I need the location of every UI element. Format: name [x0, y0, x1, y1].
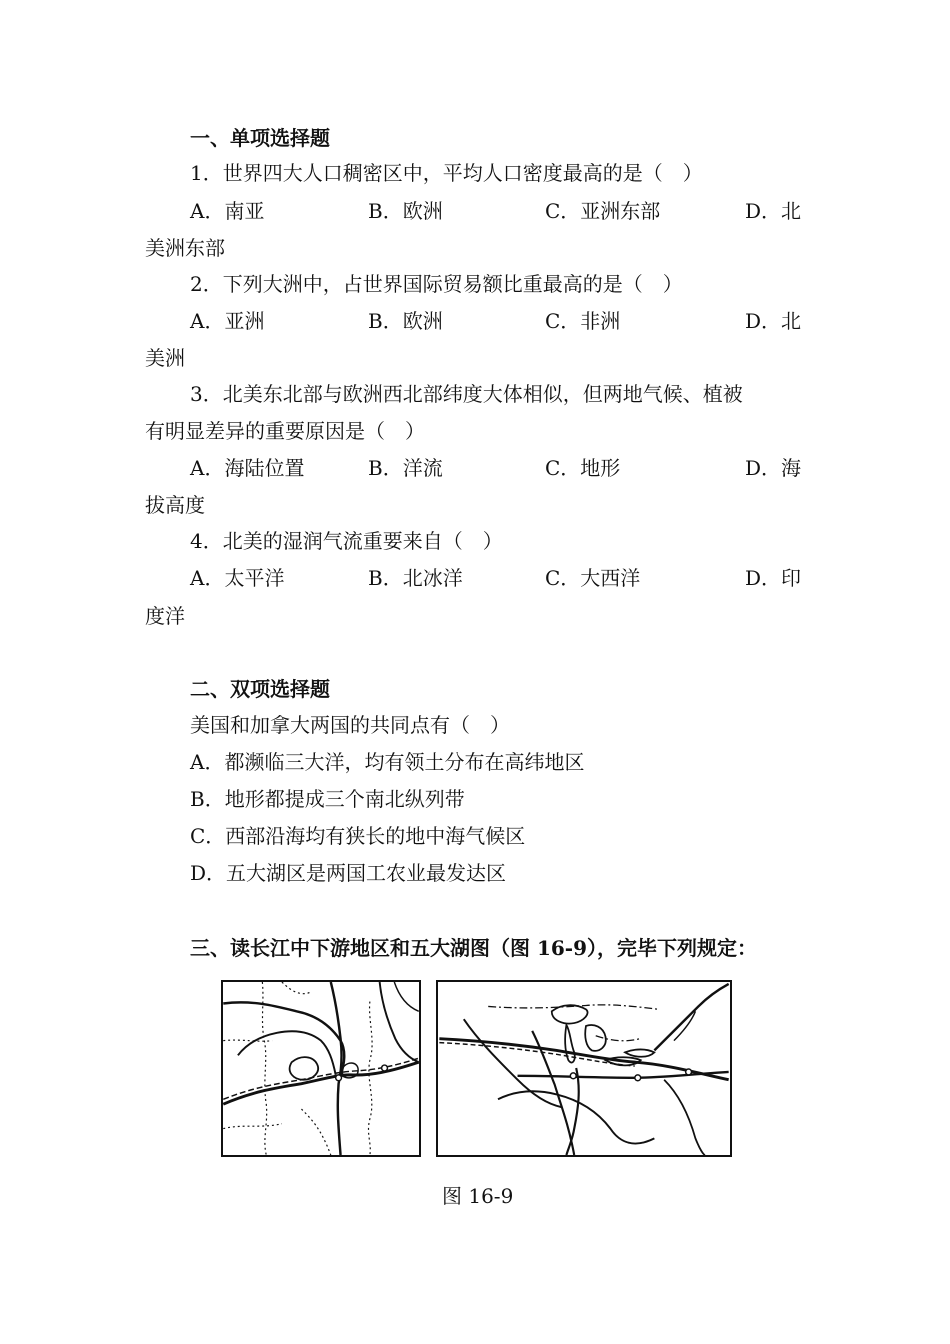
- q3-option-a: A．海陆位置: [190, 456, 305, 480]
- section2-option-d: D．五大湖区是两国工农业最发达区: [190, 861, 507, 885]
- q3-stem: 3．北美东北部与欧洲西北部纬度大体相似，但两地气候、植被: [190, 382, 743, 406]
- q4-option-d-wrap: 度洋: [145, 604, 185, 628]
- q3-option-b: B．洋流: [368, 456, 443, 480]
- q1-option-c: C．亚洲东部: [545, 199, 661, 223]
- q2-option-d: D．北: [745, 309, 802, 333]
- q2-option-c: C．非洲: [545, 309, 621, 333]
- section2-option-a: A．都濒临三大洋，均有领土分布在高纬地区: [190, 750, 585, 774]
- q3-stem-continued: 有明显差异的重要原因是（ ）: [145, 419, 425, 443]
- q3-option-d-wrap: 拔高度: [145, 493, 205, 517]
- q4-option-a: A．太平洋: [190, 566, 285, 590]
- section3-heading: 三、读长江中下游地区和五大湖图（图 16-9），完毕下列规定：: [190, 936, 758, 960]
- q1-option-d: D．北: [745, 199, 802, 223]
- q1-option-a: A．南亚: [190, 199, 265, 223]
- q2-option-b: B．欧洲: [368, 309, 443, 333]
- q3-option-c: C．地形: [545, 456, 621, 480]
- section1-heading: 一、单项选择题: [190, 126, 330, 150]
- q4-stem: 4．北美的湿润气流重要来自（ ）: [190, 529, 503, 553]
- great-lakes-map-drawing: [438, 982, 730, 1155]
- section2-stem: 美国和加拿大两国的共同点有（ ）: [190, 713, 510, 737]
- section2-heading: 二、双项选择题: [190, 677, 330, 701]
- q4-option-b: B．北冰洋: [368, 566, 463, 590]
- q2-option-d-wrap: 美洲: [145, 346, 185, 370]
- section2-option-b: B．地形都提成三个南北纵列带: [190, 787, 465, 811]
- q2-stem: 2．下列大洲中，占世界国际贸易额比重最高的是（ ）: [190, 272, 683, 296]
- yangtze-map: [221, 980, 421, 1157]
- q2-option-a: A．亚洲: [190, 309, 265, 333]
- yangtze-map-drawing: [223, 982, 419, 1155]
- q1-option-b: B．欧洲: [368, 199, 443, 223]
- section2-option-c: C．西部沿海均有狭长的地中海气候区: [190, 824, 526, 848]
- q4-option-c: C．大西洋: [545, 566, 641, 590]
- figure-caption: 图 16-9: [442, 1184, 514, 1208]
- great-lakes-map: [436, 980, 732, 1157]
- q4-option-d: D．印: [745, 566, 802, 590]
- q3-option-d: D．海: [745, 456, 802, 480]
- q1-option-d-wrap: 美洲东部: [145, 236, 225, 260]
- q1-stem: 1．世界四大人口稠密区中，平均人口密度最高的是（ ）: [190, 161, 703, 185]
